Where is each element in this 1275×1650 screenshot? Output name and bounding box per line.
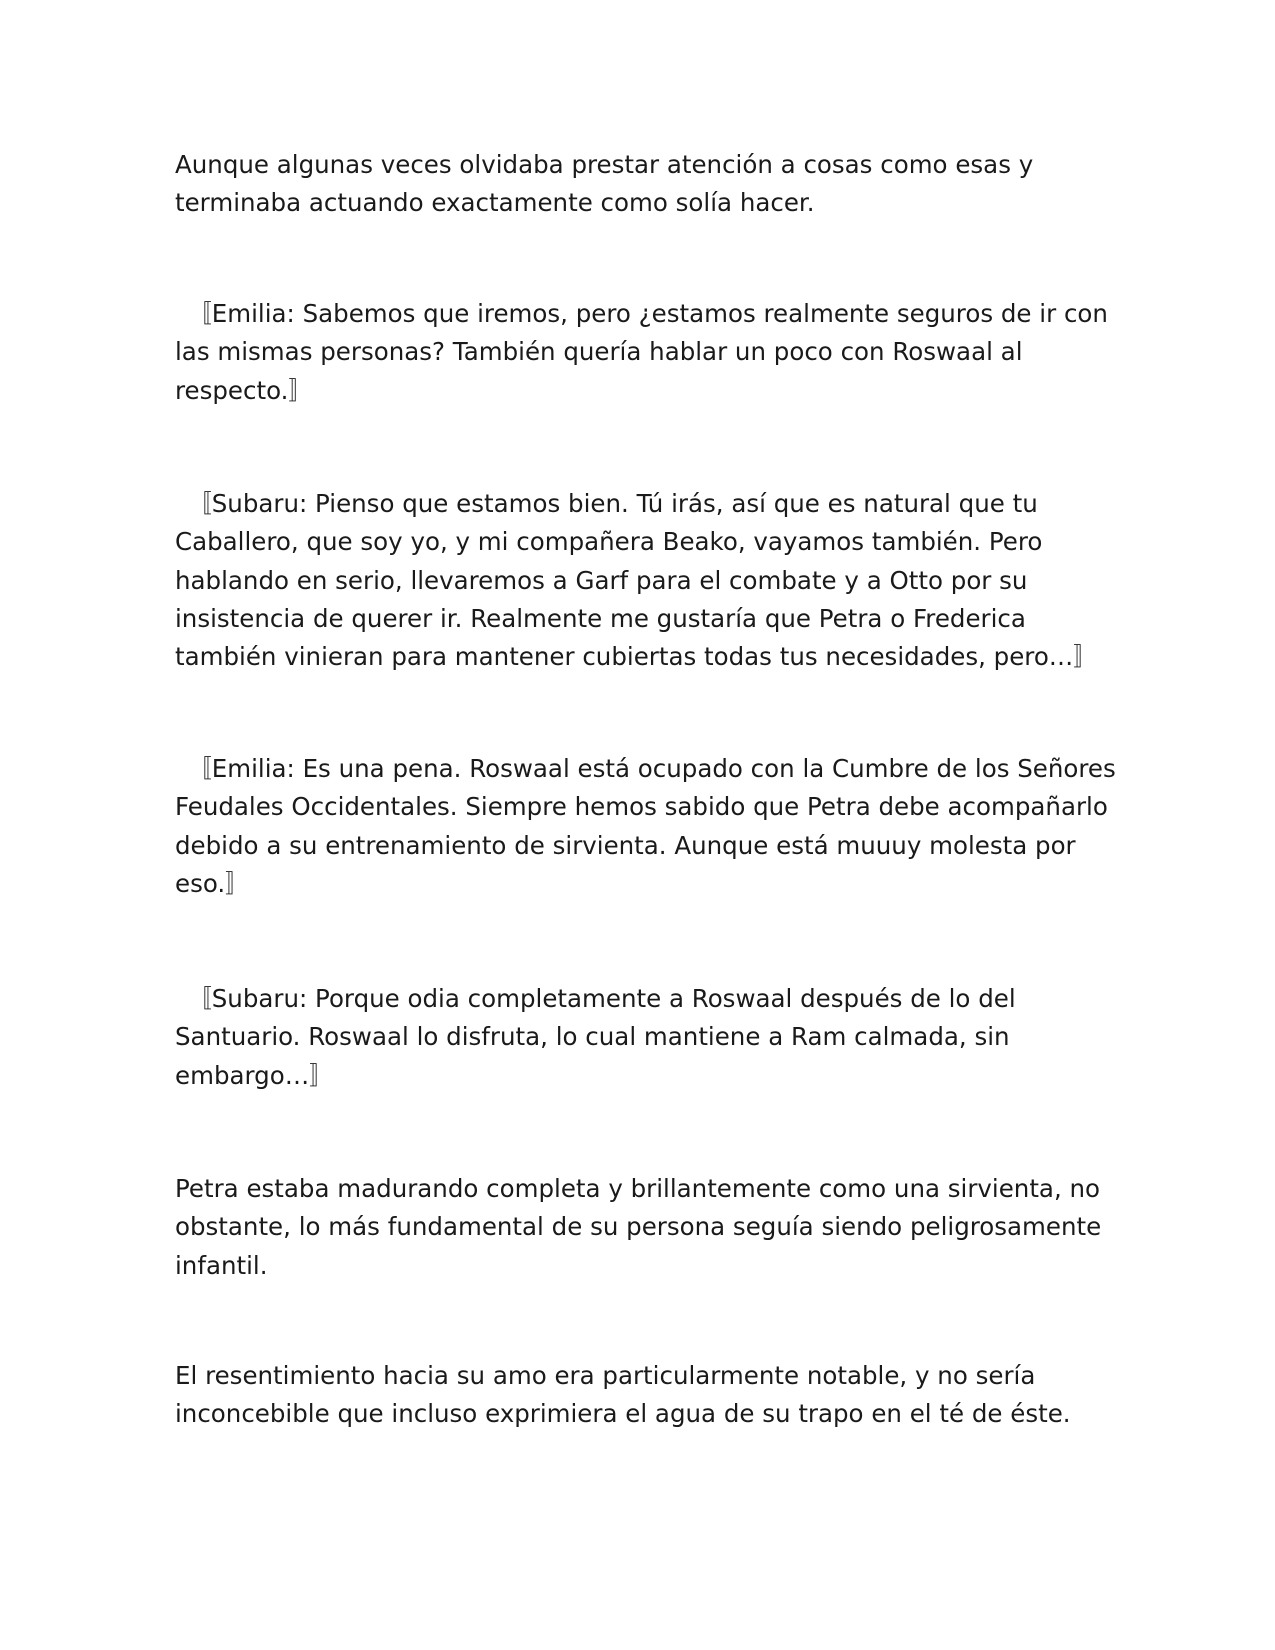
text-line: Santuario. Roswaal lo disfruta, lo cual mantiene a Ram calmada, sin — [175, 1022, 1010, 1052]
text-line: debido a su entrenamiento de sirvienta. Aunque está muuuy molesta por — [175, 830, 1076, 860]
narration-paragraph — [175, 146, 1085, 223]
text-line: 〚Emilia: Sabemos que iremos, pero ¿estamos realmente seguros de ir con — [175, 299, 1108, 328]
text-line: embargo…〛 — [175, 1060, 334, 1090]
text-line: inconcebible que incluso exprimiera el agua de su trapo en el té de éste. — [175, 1399, 1071, 1429]
text-line: Caballero, que soy yo, y mi compañera Beako, vayamos también. Pero — [175, 527, 1043, 557]
text-line: Aunque algunas veces olvidaba prestar atención a cosas como esas y — [175, 150, 1034, 179]
text-line: 〚Emilia: Es una pena. Roswaal está ocupado con la Cumbre de los Señores — [175, 754, 1116, 783]
text-line: Petra estaba madurando completa y brillantemente como una sirvienta, no — [175, 1174, 1101, 1203]
dialogue-paragraph — [175, 485, 1098, 676]
dialogue-paragraph — [175, 980, 1085, 1095]
text-line: hablando en serio, llevaremos a Garf para el combate y a Otto por su — [175, 565, 1028, 595]
text-line: respecto.〛 — [175, 375, 313, 405]
text-line: El resentimiento hacia su amo era particularmente notable, y no sería — [175, 1361, 1036, 1390]
narration-paragraph — [175, 1170, 1102, 1285]
text-line: infantil. — [175, 1250, 268, 1280]
text-line: las mismas personas? También quería hablar un poco con Roswaal al — [175, 337, 1023, 367]
text-line: eso.〛 — [175, 868, 250, 898]
text-line: terminaba actuando exactamente como solía hacer. — [175, 188, 815, 218]
text-line: Feudales Occidentales. Siempre hemos sabido que Petra debe acompañarlo — [175, 792, 1108, 822]
narration-paragraph — [175, 1357, 1085, 1434]
text-line: 〚Subaru: Porque odia completamente a Roswaal después de lo del — [175, 984, 1016, 1013]
text-line: también vinieran para mantener cubiertas todas tus necesidades, pero…〛 — [175, 642, 1098, 672]
text-line: 〚Subaru: Pienso que estamos bien. Tú irás, así que es natural que tu — [175, 489, 1038, 518]
text-line: insistencia de querer ir. Realmente me gustaría que Petra o Frederica — [175, 603, 1026, 633]
dialogue-paragraph — [175, 750, 1116, 903]
dialogue-paragraph — [175, 295, 1108, 410]
text-line: obstante, lo más fundamental de su persona seguía siendo peligrosamente — [175, 1212, 1102, 1242]
